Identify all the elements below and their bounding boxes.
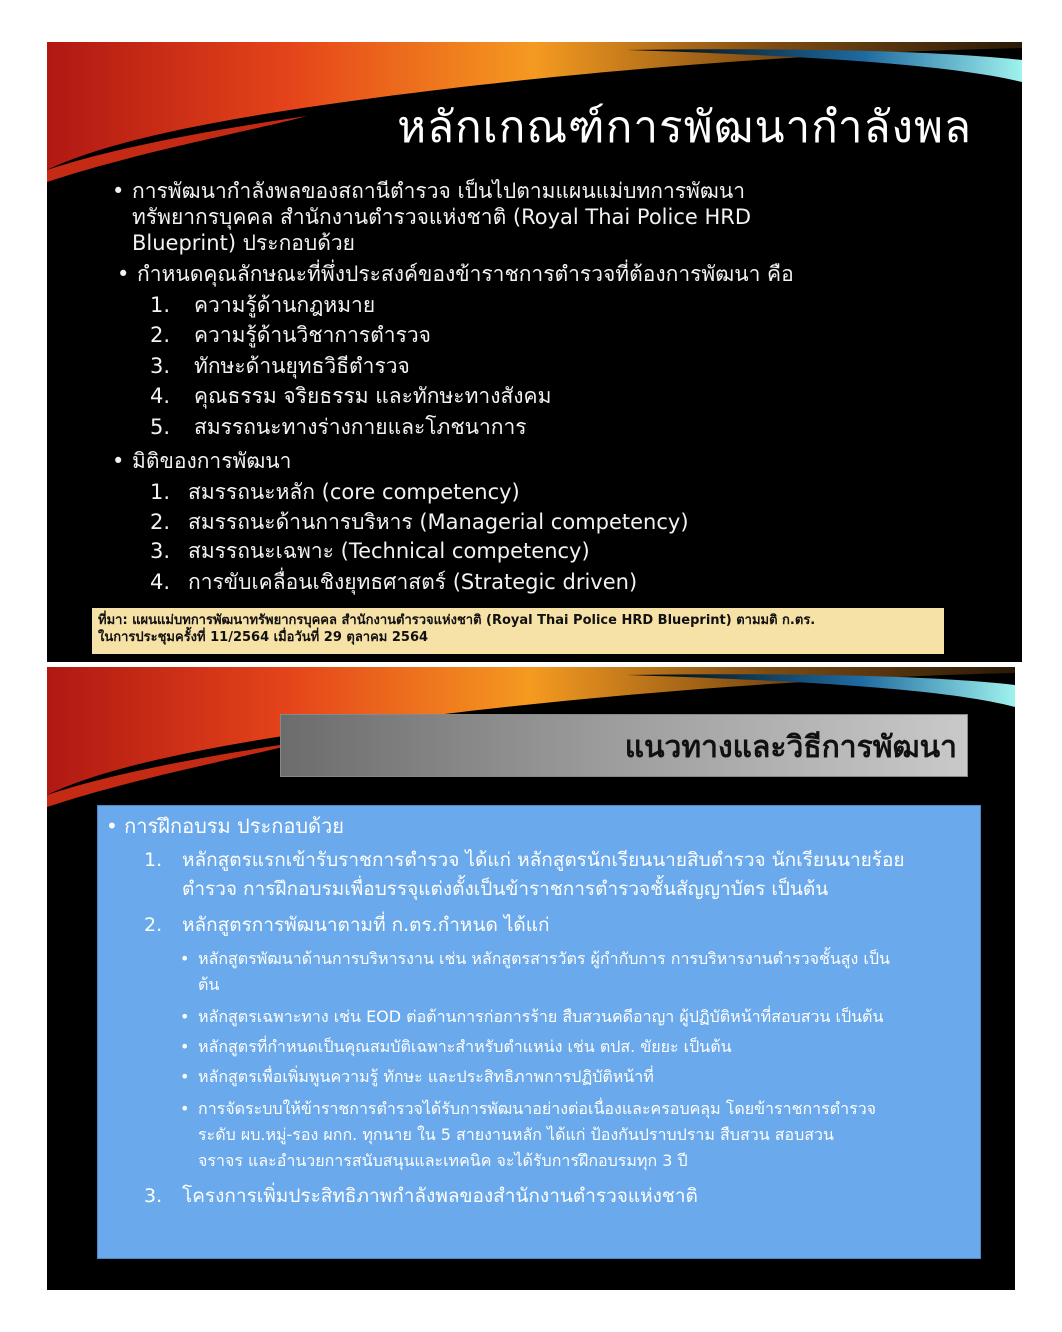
item-text: ความรู้ด้านกฎหมาย: [194, 293, 376, 317]
list-item: [144, 911, 549, 940]
item-number: 2.: [144, 914, 163, 936]
list-item: [150, 479, 520, 505]
bullet-desired-traits: [117, 261, 794, 287]
bullet-dimensions: [112, 448, 292, 474]
source-line: ที่มา: แผนแม่บทการพัฒนาทรัพยากรบุคคล สำนักงานตำรวจแห่งชาติ (Royal Thai Police HRD Blueprint) ตามมติ ก.ตร.: [98, 613, 816, 628]
item-number: 3.: [144, 1185, 163, 1207]
item-number: 2.: [150, 323, 171, 347]
bullet-dot: •: [117, 262, 130, 286]
bullet-line: การพัฒนากำลังพลของสถานีตำรวจ เป็นไปตามแผนแม่บทการพัฒนา: [132, 179, 745, 203]
item-number: 3.: [150, 539, 171, 563]
item-line: หลักสูตรการพัฒนาตามที่ ก.ตร.กำหนด ได้แก่: [182, 914, 550, 936]
slide-title: แนวทางและวิธีการพัฒนา: [624, 730, 957, 765]
list-item: [150, 538, 590, 564]
item-text: คุณธรรม จริยธรรม และทักษะทางสังคม: [194, 384, 552, 408]
item-line: ตำรวจ การฝึกอบรมเพื่อบรรจุแต่งตั้งเป็นข้าราชการตำรวจชั้นสัญญาบัตร เป็นต้น: [182, 878, 829, 900]
sub-item-line: ระดับ ผบ.หมู่-รอง ผกก. ทุกนาย ใน 5 สายงานหลัก ได้แก่ ป้องกันปราบปราม สืบสวน สอบสวน: [198, 1125, 834, 1144]
item-text: ความรู้ด้านวิชาการตำรวจ: [194, 323, 431, 347]
list-item: [144, 1182, 698, 1211]
sub-item: [180, 946, 890, 998]
item-text: สมรรถนะเฉพาะ (Technical competency): [188, 539, 590, 563]
bullet-dot: •: [180, 1099, 190, 1118]
bullet-dot: •: [180, 1037, 190, 1056]
slide-title: หลักเกณฑ์การพัฒนากำลังพล: [397, 102, 972, 153]
sub-item: [180, 1064, 654, 1090]
list-item: [150, 322, 431, 348]
sub-item-line: การจัดระบบให้ข้าราชการตำรวจได้รับการพัฒนาอย่างต่อเนื่องและครอบคลุม โดยข้าราชการตำรวจ: [198, 1099, 877, 1118]
content-panel: [97, 805, 981, 1259]
bullet-dot: •: [106, 814, 125, 838]
item-text: สมรรถนะหลัก (core competency): [188, 480, 520, 504]
sub-item-line: จราจร และอำนวยการสนับสนุนและเทคนิค จะได้รับการฝึกอบรมทุก 3 ปี: [198, 1151, 688, 1170]
item-number: 1.: [150, 293, 171, 317]
list-item: [150, 414, 527, 440]
bullet-line: Blueprint) ประกอบด้วย: [132, 231, 355, 255]
bullet-text: มิติของการพัฒนา: [132, 449, 292, 473]
item-number: 4.: [150, 384, 171, 408]
list-item: [150, 353, 410, 379]
item-line: โครงการเพิ่มประสิทธิภาพกำลังพลของสำนักงานตำรวจแห่งชาติ: [182, 1185, 698, 1207]
list-item: [150, 569, 637, 595]
item-text: ทักษะด้านยุทธวิธีตำรวจ: [194, 354, 410, 378]
list-item: [150, 509, 689, 535]
list-item: [150, 383, 551, 409]
bullet-hrd-blueprint: [112, 178, 752, 256]
bullet-line: ทรัพยากรบุคคล สำนักงานตำรวจแห่งชาติ (Royal Thai Police HRD: [132, 205, 752, 229]
bullet-text: กำหนดคุณลักษณะที่พึ่งประสงค์ของข้าราชการตำรวจที่ต้องการพัฒนา คือ: [137, 262, 794, 286]
bullet-dot: •: [180, 949, 190, 968]
sub-item-line: หลักสูตรเพื่อเพิ่มพูนความรู้ ทักษะ และประสิทธิภาพการปฏิบัติหน้าที่: [198, 1067, 654, 1086]
item-number: 5.: [150, 415, 171, 439]
sub-item: [180, 1034, 732, 1060]
slide-criteria: [47, 42, 1022, 662]
item-number: 2.: [150, 510, 171, 534]
title-bar: [280, 714, 968, 777]
item-text: การขับเคลื่อนเชิงยุทธศาสตร์ (Strategic driven): [188, 570, 638, 594]
item-number: 1.: [150, 480, 171, 504]
bullet-dot: •: [112, 449, 125, 473]
list-item: [150, 292, 375, 318]
sub-item-line: หลักสูตรพัฒนาด้านการบริหารงาน เช่น หลักสูตรสารวัตร ผู้กำกับการ การบริหารงานตำรวจชั้นสูง เป็น: [198, 949, 890, 968]
sub-item: [180, 1004, 884, 1030]
section-heading: [106, 810, 344, 842]
source-note: [92, 608, 944, 654]
sub-item: [180, 1096, 877, 1174]
item-number: 1.: [144, 849, 163, 871]
item-text: สมรรถนะด้านการบริหาร (Managerial competency): [188, 510, 689, 534]
item-number: 4.: [150, 570, 171, 594]
source-line: ในการประชุมครั้งที่ 11/2564 เมื่อวันที่ 29 ตุลาคม 2564: [98, 630, 429, 645]
sub-item-line: หลักสูตรที่กำหนดเป็นคุณสมบัติเฉพาะสำหรับตำแหน่ง เช่น ตปส. ขัยยะ เป็นต้น: [198, 1037, 732, 1056]
item-line: หลักสูตรแรกเข้ารับราชการตำรวจ ได้แก่ หลักสูตรนักเรียนนายสิบตำรวจ นักเรียนนายร้อย: [182, 849, 905, 871]
item-number: 3.: [150, 354, 171, 378]
bullet-dot: •: [180, 1007, 190, 1026]
sub-item-line: หลักสูตรเฉพาะทาง เช่น EOD ต่อต้านการก่อการร้าย สืบสวนคดีอาญา ผู้ปฏิบัติหน้าที่สอบสวน เป็นต้น: [198, 1007, 884, 1026]
sub-item-line: ต้น: [198, 975, 220, 994]
item-text: สมรรถนะทางร่างกายและโภชนาการ: [194, 415, 527, 439]
heading-text: การฝึกอบรม ประกอบด้วย: [124, 814, 344, 838]
bullet-dot: •: [180, 1067, 190, 1086]
bullet-dot: •: [112, 179, 125, 203]
list-item: [144, 846, 905, 904]
slide-development-approach: [47, 667, 1015, 1290]
